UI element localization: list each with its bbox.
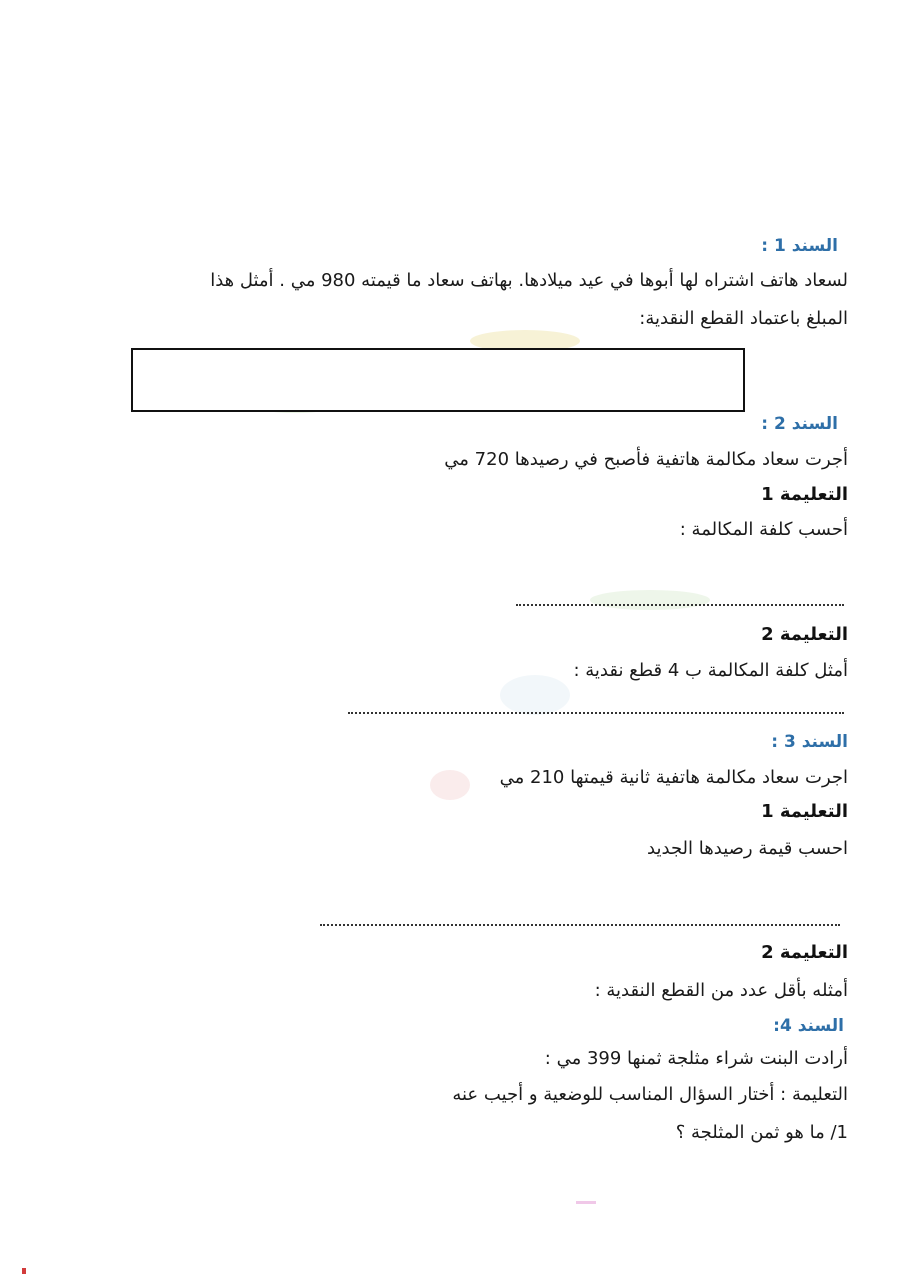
sanad2-statement: أجرت سعاد مكالمة هاتفية فأصبح في رصيدها 720 مي (444, 449, 848, 470)
sanad3-heading: السند 3 : (771, 732, 848, 752)
sanad2-instruction1-title: التعليمة 1 (761, 484, 848, 505)
sanad1-line2: المبلغ باعتماد القطع النقدية: (639, 308, 848, 329)
scan-smudge (590, 590, 710, 610)
sanad4-heading: السند 4: (773, 1016, 844, 1036)
sanad3-instruction1-title: التعليمة 1 (761, 801, 848, 822)
sanad3-statement: اجرت سعاد مكالمة هاتفية ثانية قيمتها 210 مي (499, 767, 848, 788)
sanad4-statement: أرادت البنت شراء مثلجة ثمنها 399 مي : (544, 1048, 848, 1069)
scan-red-mark (22, 1268, 26, 1274)
sanad3-instruction2-text: أمثله بأقل عدد من القطع النقدية : (594, 980, 848, 1001)
sanad2-instruction2-title: التعليمة 2 (761, 624, 848, 645)
sanad2-instruction1-text: أحسب كلفة المكالمة : (679, 519, 848, 540)
sanad3-answer-line1[interactable] (320, 924, 840, 926)
sanad4-instruction: التعليمة : أختار السؤال المناسب للوضعية و أجيب عنه (452, 1084, 848, 1105)
scan-faint-mark (576, 1201, 596, 1204)
sanad1-line1: لسعاد هاتف اشتراه لها أبوها في عيد ميلادها. بهاتف سعاد ما قيمته 980 مي . أمثل هذا (210, 270, 848, 291)
sanad2-answer-line2[interactable] (348, 712, 844, 714)
sanad4-question: 1/ ما هو ثمن المثلجة ؟ (675, 1122, 848, 1143)
sanad1-answer-box[interactable] (131, 348, 745, 412)
sanad2-answer-line1[interactable] (516, 604, 844, 606)
sanad3-instruction2-title: التعليمة 2 (761, 942, 848, 963)
sanad2-instruction2-text: أمثل كلفة المكالمة ب 4 قطع نقدية : (573, 660, 848, 681)
sanad3-instruction1-text: احسب قيمة رصيدها الجديد (647, 838, 848, 859)
scan-smudge (500, 675, 570, 715)
scan-smudge (430, 770, 470, 800)
sanad2-heading: السند 2 : (761, 414, 838, 434)
sanad1-heading: السند 1 : (761, 236, 838, 256)
